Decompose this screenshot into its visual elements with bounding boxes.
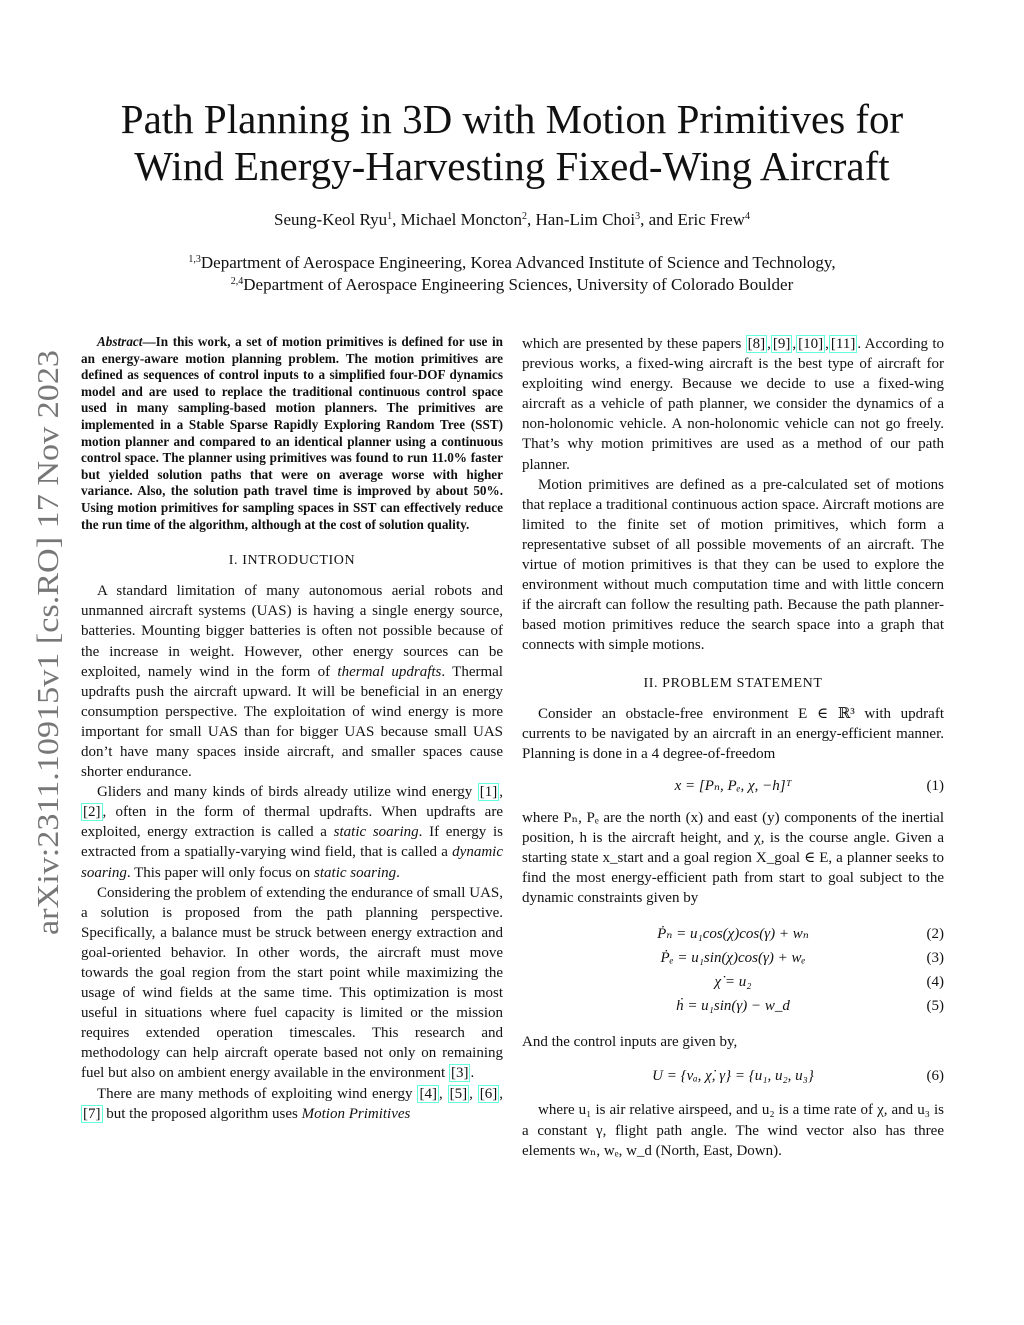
- equation-body: Ṗₑ = u₁sin(χ)cos(γ) + wₑ: [660, 950, 806, 967]
- text-run: which are presented by these papers: [522, 336, 746, 352]
- author-separator: ,: [392, 210, 401, 229]
- text-run: .: [396, 864, 400, 881]
- affiliation-sup: 1,3: [188, 254, 201, 265]
- equation-4: [522, 972, 944, 992]
- author-name: Seung-Keol Ryu: [274, 210, 388, 229]
- author-sup: 1: [387, 211, 393, 222]
- arxiv-stamp: [26, 345, 66, 940]
- equation-body: ḣ = u₁sin(γ) − w_d: [676, 998, 790, 1015]
- title-line-1: Path Planning in 3D with Motion Primitives for: [120, 96, 904, 142]
- equation-body: Ṗₙ = u₁cos(χ)cos(γ) + wₙ: [657, 926, 809, 943]
- citation-link[interactable]: [2]: [83, 804, 101, 821]
- arxiv-stamp-text: arXiv:2311.10915v1 [cs.RO] 17 Nov 2023: [31, 412, 65, 935]
- section-heading-problem-statement: II. PROBLEM STATEMENT: [643, 675, 823, 691]
- equation-5: [522, 996, 944, 1016]
- affiliation-text: Department of Aerospace Engineering Sciences, University of Colorado Boulder: [243, 275, 794, 294]
- citation-link[interactable]: [11]: [830, 336, 856, 352]
- emphasis: static soaring: [333, 824, 419, 841]
- equation-body: U = {vₐ, χ̇, γ} = {u₁, u₂, u₃}: [652, 1068, 814, 1085]
- text-run: . If energy is extracted from a spatially-varying wind field, that is called a: [81, 824, 503, 861]
- author-separator: ,: [527, 210, 536, 229]
- intro-paragraph-6: Motion primitives are defined as a pre-calculated set of motions that replace a traditional continuous action space. Aircraft motions are limited to the finite set of motion primitives, which form a representative subset of all possible movements of an aircraft. The virtue of motion primitives is that they can be used to explore the environment without much computation time and with little concern if the aircraft can follow the resulting path. Because the path planner-based motion primitives reduce the search space into a graph that connects with simple motions.: [522, 476, 944, 654]
- author-sup: 3: [635, 211, 641, 222]
- author-sup: 2: [522, 211, 527, 222]
- citation-link[interactable]: [7]: [83, 1105, 101, 1122]
- citation-link[interactable]: [5]: [449, 1085, 468, 1102]
- title-line-2: Wind Energy-Harvesting Fixed-Wing Aircraft: [134, 143, 890, 189]
- text-run: Gliders and many kinds of birds already utilize wind energy: [97, 784, 478, 801]
- equation-body: χ̇ = u₂: [714, 974, 752, 991]
- equation-6: [522, 1066, 944, 1086]
- text-run: , often in the form of thermal updrafts. When updrafts are exploited, energy extraction is called a: [81, 804, 503, 841]
- affiliation-line: [0, 274, 1024, 296]
- citation-link[interactable]: [4]: [419, 1085, 437, 1102]
- abstract-label: Abstract: [97, 334, 143, 349]
- problem-paragraph-3: And the control inputs are given by,: [522, 1034, 738, 1051]
- intro-paragraph-3: [81, 883, 503, 1084]
- citation-link[interactable]: [3]: [450, 1065, 469, 1082]
- equation-3: [522, 948, 944, 968]
- equation-number: (3): [926, 950, 944, 967]
- intro-paragraph-1: [81, 581, 503, 782]
- citation-link[interactable]: [8]: [747, 336, 766, 352]
- citation-link[interactable]: [10]: [798, 336, 824, 352]
- text-run: Considering the problem of extending the endurance of small UAS, a solution is proposed from the path planning perspective. Specifically, a balance must be struck between energy extraction and goal-oriented behavior. In other words, the aircraft must move towards the goal region from the start point while maximizing the usage of wind fields at the same time. This optimization is most useful in situations where fuel capacity is limited or the mission requires extended operation timescales. This research and methodology can help aircraft operate based not only on remaining fuel but also on ambient energy available in the environment: [81, 884, 503, 1082]
- emphasis: Motion Primitives: [301, 1105, 411, 1122]
- equation-1: [522, 776, 944, 796]
- author-name: Han-Lim Choi: [535, 210, 636, 229]
- emphasis: thermal updrafts: [337, 663, 442, 680]
- text-run: . According to previous works, a fixed-wing aircraft is the best type of aircraft for exploiting wind energy. Because we decide to use a fixed-wing aircraft as a vehicle of path planner, we consider the dynamics of a non-holonomic vehicle. A non-holonomic vehicle can not go freely. That’s why motion primitives are used as a method of our path planner.: [522, 336, 944, 473]
- intro-paragraph-4: There are many methods of exploiting wind energy [4] , [5] , [6] , [7] but the proposed algorithm uses Motion Primitives: [83, 1085, 504, 1122]
- affiliation-line: [0, 252, 1024, 274]
- abstract-text: —In this work, a set of motion primitives is defined for use in an energy-aware motion planning problem. The motion primitives are defined as sequences of control inputs to a simplified four-DOF dynamics model and are used to replace the traditional continuous control space used in many sampling-based motion planners. The primitives are implemented in a Stable Sparse Rapidly Exploring Random Tree (SST) motion planner and compared to an identical planner using a continuous control space. The planner using primitives was found to run 11.0% faster but yielded solution paths that were on average worse with higher variance. Also, the solution path travel time is improved by about 50%. Using motion primitives for sampling spaces in SST can effectively reduce the run time of the algorithm, although at the cost of solution quality.: [81, 334, 503, 532]
- equation-body: x = [Pₙ, Pₑ, χ, −h]ᵀ: [674, 777, 792, 794]
- problem-paragraph-2: where Pₙ, Pₑ are the north (x) and east (y) components of the inertial position, h is the aircraft height, and χ, is the course angle. Given a starting state x_start and a goal region X_goal ∈ E, a planner seeks to find the most energy-efficient path from start to goal subject to the dynamic constraints given by: [522, 809, 944, 907]
- section-heading-introduction: I. INTRODUCTION: [228, 553, 356, 569]
- equation-number: (5): [926, 998, 944, 1015]
- author-separator: , and: [640, 210, 678, 229]
- equation-number: (1): [926, 777, 944, 794]
- problem-paragraph-1: Consider an obstacle-free environment E ∈ ℝ³ with updraft currents to be navigated by an aircraft in an energy-efficient manner. Planning is done in a 4 degree-of-freedom: [522, 705, 944, 762]
- author-name: Eric Frew: [677, 210, 745, 229]
- text-run: . Thermal updrafts push the aircraft upward. It will be beneficial in an energy consumption perspective. The exploitation of wind energy is more important for small UAS than for bigger UAS because small UAS don’t have many spaces inside aircraft, and smaller spaces cause shorter endurance.: [81, 663, 503, 781]
- text-run: There are many methods of exploiting wind energy: [97, 1085, 418, 1102]
- text-run: but the proposed algorithm uses: [102, 1105, 302, 1122]
- left-column: [81, 334, 503, 1124]
- equation-2: [522, 924, 944, 944]
- affiliation-sup: 2,4: [230, 276, 244, 287]
- paper-title: [0, 96, 1024, 190]
- intro-paragraph-5: which are presented by these papers [8] , [9] , [10] , [11] . According to previous works, a fixed-wing aircraft is the best type of aircraft for exploiting wind energy. Because we decide to use a fixed-wing aircraft as a vehicle of path planner, we consider the dynamics of a non-holonomic vehicle. A non-holonomic vehicle can not go freely. That’s why motion primitives are used as a method of our path planner.: [522, 336, 944, 473]
- equation-number: (4): [926, 974, 944, 991]
- citation-link[interactable]: [1]: [479, 784, 498, 801]
- citation-link[interactable]: [9]: [772, 336, 791, 352]
- right-column: [522, 334, 944, 1161]
- text-run: . This paper will only focus on: [126, 864, 315, 881]
- citation-link[interactable]: [6]: [479, 1085, 498, 1102]
- intro-paragraph-2: Gliders and many kinds of birds already utilize wind energy [1] ,[2] , often in the form of thermal updrafts. When updrafts are exploited, energy extraction is called a static soaring. If energy is extracted from a spatially-varying wind field, that is called a dynamic soaring. This paper will only focus on static soaring.: [81, 784, 503, 881]
- abstract: [81, 334, 503, 533]
- problem-paragraph-4: where u₁ is air relative airspeed, and u₂ is a time rate of χ, and u₃ is a constant γ, flight path angle. The wind vector also has three elements wₙ, wₑ, w_d (North, East, Down).: [522, 1102, 944, 1159]
- emphasis: dynamic soaring: [81, 844, 503, 881]
- affiliation-text: Department of Aerospace Engineering, Korea Advanced Institute of Science and Technology,: [200, 253, 836, 272]
- equation-number: (2): [926, 926, 944, 943]
- affiliations: [0, 252, 1024, 296]
- author-name: Michael Moncton: [400, 210, 522, 229]
- emphasis: static soaring: [314, 864, 397, 881]
- equation-number: (6): [926, 1068, 944, 1085]
- text-run: A standard limitation of many autonomous aerial robots and unmanned aircraft systems (UAS) is having a single energy source, batteries. Mounting bigger batteries is often not possible because of the increase in weight. However, other energy sources can be exploited, namely wind in the form of: [81, 583, 503, 680]
- author-list: [0, 210, 1024, 230]
- author-sup: 4: [744, 211, 750, 222]
- text-run: .: [470, 1065, 475, 1082]
